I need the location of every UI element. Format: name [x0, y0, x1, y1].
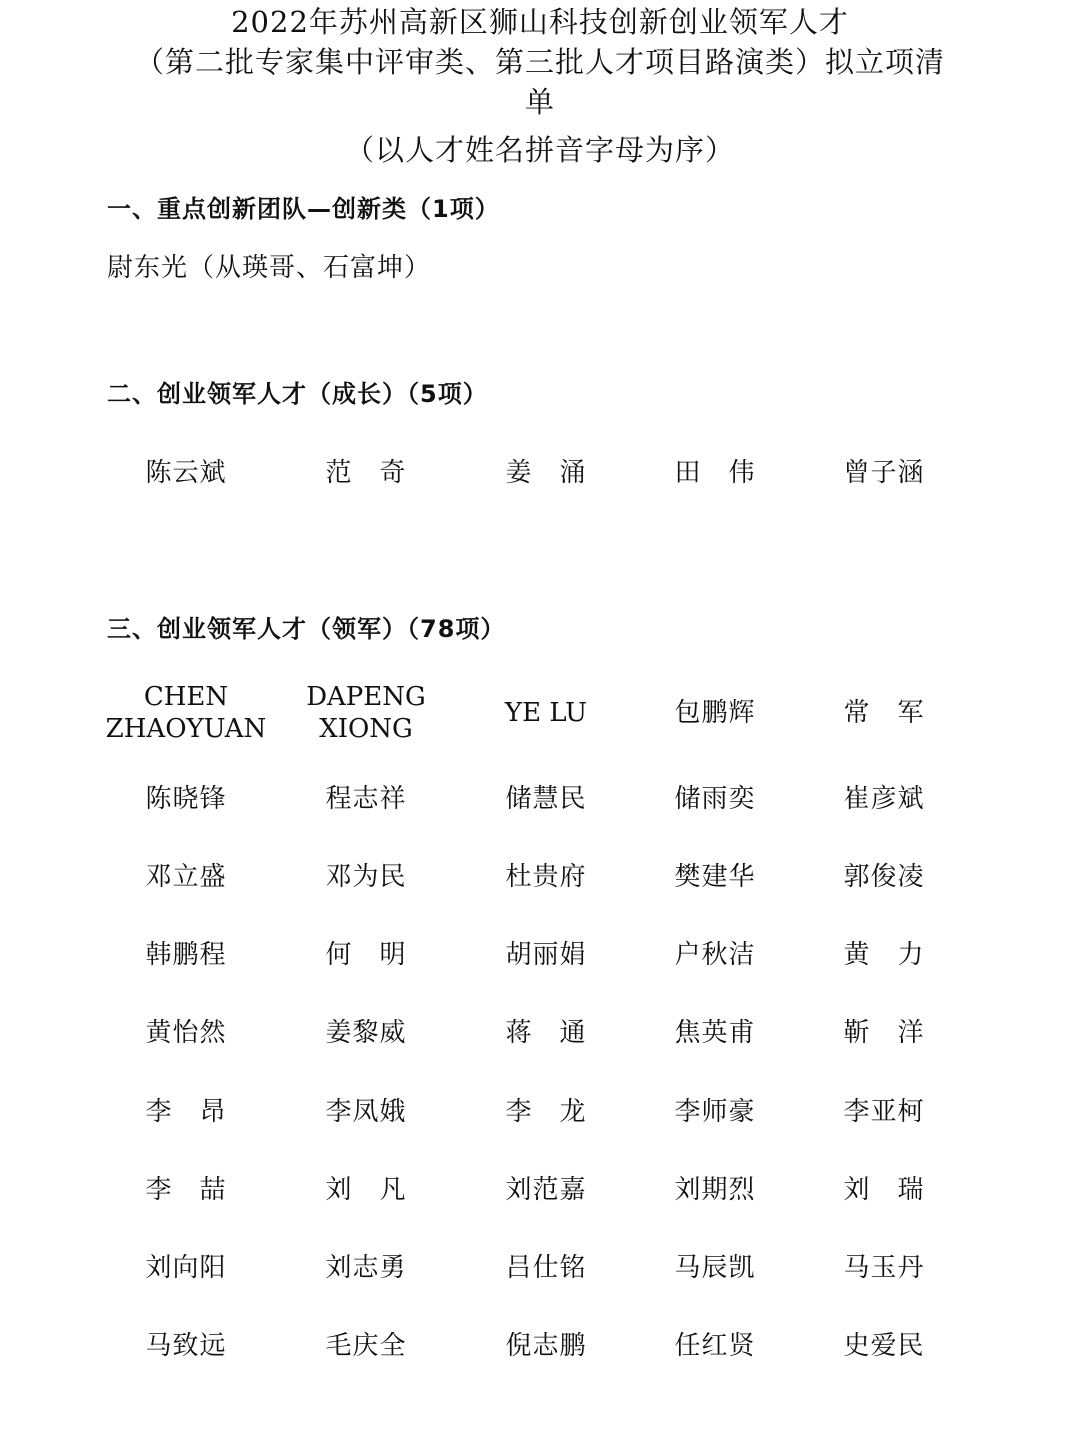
- name-cell: 陈晓锋: [145, 784, 227, 814]
- name-cell: 史爱民: [843, 1331, 925, 1361]
- name-cell: 黄怡然: [145, 1018, 227, 1048]
- name-cell: 邓立盛: [145, 862, 227, 892]
- name-cell: 包鹏辉: [674, 698, 756, 728]
- name-cell: 李 昂: [145, 1097, 227, 1127]
- name-cell: 范 奇: [325, 458, 407, 488]
- name-cell: 陈云斌: [145, 458, 227, 488]
- name-cell: DAPENG XIONG: [306, 682, 426, 744]
- name-cell: YE LU: [504, 698, 588, 728]
- team-entry: 尉东光（从瑛哥、石富坤）: [107, 253, 432, 283]
- name-cell: 刘期烈: [674, 1175, 756, 1205]
- name-cell: 李 喆: [145, 1175, 227, 1205]
- document-title-line-2: （第二批专家集中评审类、第三批人才项目路演类）拟立项清: [134, 45, 945, 79]
- name-cell: 刘 瑞: [843, 1175, 925, 1205]
- name-cell: 樊建华: [674, 862, 756, 892]
- name-cell: 程志祥: [325, 784, 407, 814]
- name-cell: 杜贵府: [505, 862, 587, 892]
- name-cell: 曾子涵: [843, 458, 925, 488]
- name-cell: 姜黎威: [325, 1018, 407, 1048]
- name-cell: 倪志鹏: [505, 1331, 587, 1361]
- document-title-line-3: 单: [524, 85, 555, 119]
- name-cell: 常 军: [843, 698, 925, 728]
- name-cell: 韩鹏程: [145, 940, 227, 970]
- name-cell: 刘向阳: [145, 1253, 227, 1283]
- section-heading-leader: 三、创业领军人才（领军）（78项）: [107, 615, 506, 643]
- name-cell: 任红贤: [674, 1331, 756, 1361]
- name-cell: 郭俊凌: [843, 862, 925, 892]
- name-cell: 胡丽娟: [505, 940, 587, 970]
- name-cell: 李 龙: [505, 1097, 587, 1127]
- name-cell: CHEN ZHAOYUAN: [105, 682, 267, 744]
- name-cell: 储慧民: [505, 784, 587, 814]
- name-cell: 刘志勇: [325, 1253, 407, 1283]
- name-cell: 何 明: [325, 940, 407, 970]
- name-cell: 姜 涌: [505, 458, 587, 488]
- name-cell: 吕仕铭: [505, 1253, 587, 1283]
- name-cell: 户秋洁: [674, 940, 756, 970]
- name-cell: 蒋 通: [505, 1018, 587, 1048]
- name-cell: 毛庆全: [325, 1331, 407, 1361]
- name-cell: 李亚柯: [843, 1097, 925, 1127]
- name-cell: 刘 凡: [325, 1175, 407, 1205]
- name-cell: 李凤娥: [325, 1097, 407, 1127]
- name-cell: 马玉丹: [843, 1253, 925, 1283]
- name-cell: 田 伟: [674, 458, 756, 488]
- name-cell: 靳 洋: [843, 1018, 925, 1048]
- section-heading-innovation-team: 一、重点创新团队—创新类（1项）: [107, 195, 500, 223]
- document-title-line-1: 2022年苏州高新区狮山科技创新创业领军人才: [231, 5, 849, 39]
- name-cell: 黄 力: [843, 940, 925, 970]
- name-cell: 崔彦斌: [843, 784, 925, 814]
- section-heading-growth: 二、创业领军人才（成长）（5项）: [107, 380, 488, 408]
- name-cell: 邓为民: [325, 862, 407, 892]
- name-cell: 马致远: [145, 1331, 227, 1361]
- name-cell: 马辰凯: [674, 1253, 756, 1283]
- name-cell: 李师豪: [674, 1097, 756, 1127]
- document-subtitle: （以人才姓名拼音字母为序）: [344, 133, 735, 167]
- name-cell: 储雨奕: [674, 784, 756, 814]
- name-cell: 焦英甫: [674, 1018, 756, 1048]
- name-cell: 刘范嘉: [505, 1175, 587, 1205]
